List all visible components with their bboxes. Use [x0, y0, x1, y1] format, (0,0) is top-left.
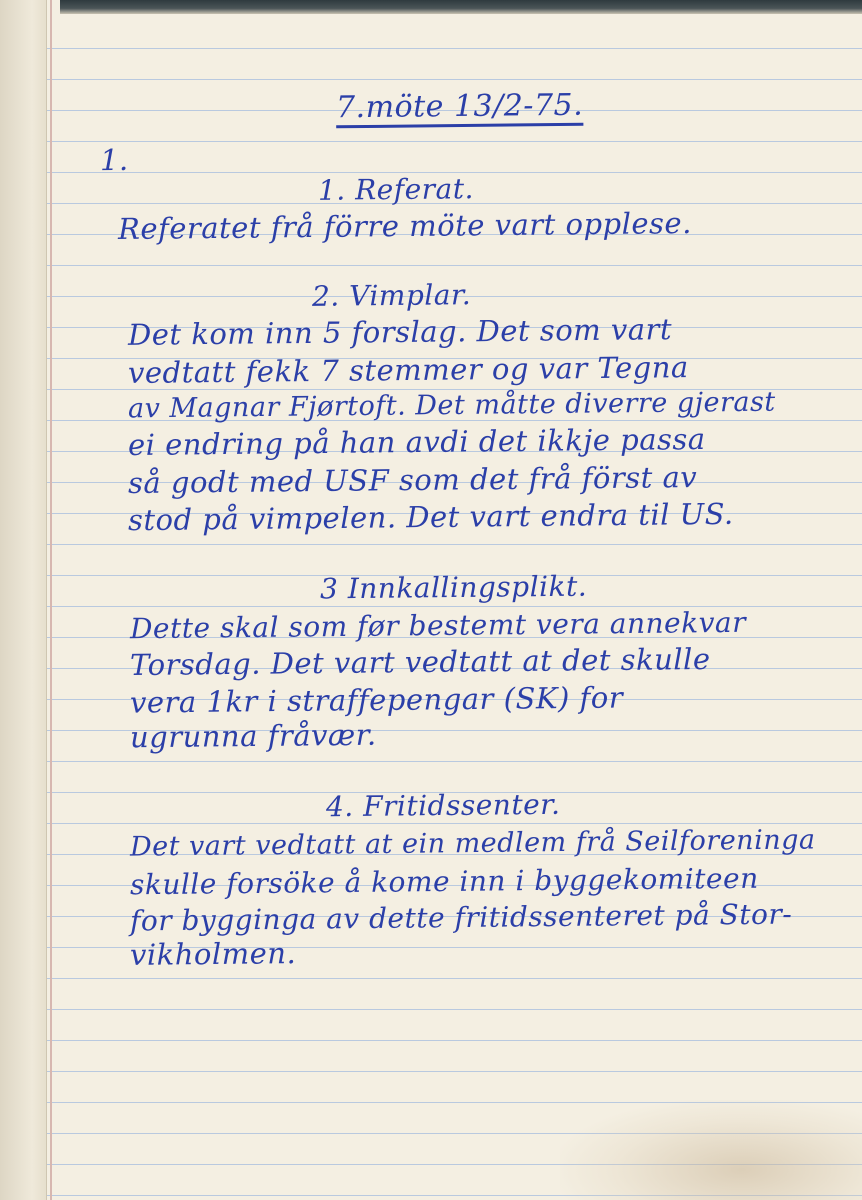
- section-heading-fritidssenter: 4. Fritidssenter.: [325, 787, 561, 824]
- notebook-cover-edge: [60, 0, 862, 14]
- notebook-spine: [0, 0, 47, 1200]
- section-line: stod på vimpelen. Det vart endra til US.: [127, 496, 734, 538]
- meeting-title: 7.möte 13/2-75.: [335, 87, 584, 126]
- paper-stain: [560, 1100, 862, 1200]
- section-line: så godt med USF som det frå först av: [127, 460, 698, 500]
- margin-line: [50, 0, 52, 1200]
- section-line: Det kom inn 5 forslag. Det som vart: [127, 312, 673, 352]
- section-line: av Magnar Fjørtoft. Det måtte diverre gjerast: [127, 386, 776, 425]
- section-line: Det vart vedtatt at ein medlem frå Seilforeninga: [129, 824, 816, 863]
- section-line: Dette skal som før bestemt vera annekvar: [129, 605, 747, 646]
- section-line: vera 1kr i straffepengar (SK) for: [129, 680, 624, 720]
- section-line: vedtatt fekk 7 stemmer og var Tegna: [127, 350, 689, 390]
- section-line: ugrunna fråvær.: [129, 717, 377, 755]
- section-line: skulle forsöke å kome inn i byggekomiteen: [129, 861, 759, 902]
- page-marker: 1.: [99, 142, 129, 178]
- section-heading-innkallingsplikt: 3 Innkallingsplikt.: [319, 569, 588, 606]
- section-line: Torsdag. Det vart vedtatt at det skulle: [129, 641, 711, 683]
- section-heading-referat: 1. Referat.: [317, 172, 475, 207]
- section-line: ei endring på han avdi det ikkje passa: [127, 421, 706, 463]
- section-line: Referatet frå förre möte vart opplese.: [117, 205, 692, 247]
- section-heading-vimplar: 2. Vimplar.: [311, 278, 472, 313]
- section-line: vikholmen.: [129, 936, 297, 972]
- section-line: for bygginga av dette fritidssenteret på Stor-: [129, 897, 793, 938]
